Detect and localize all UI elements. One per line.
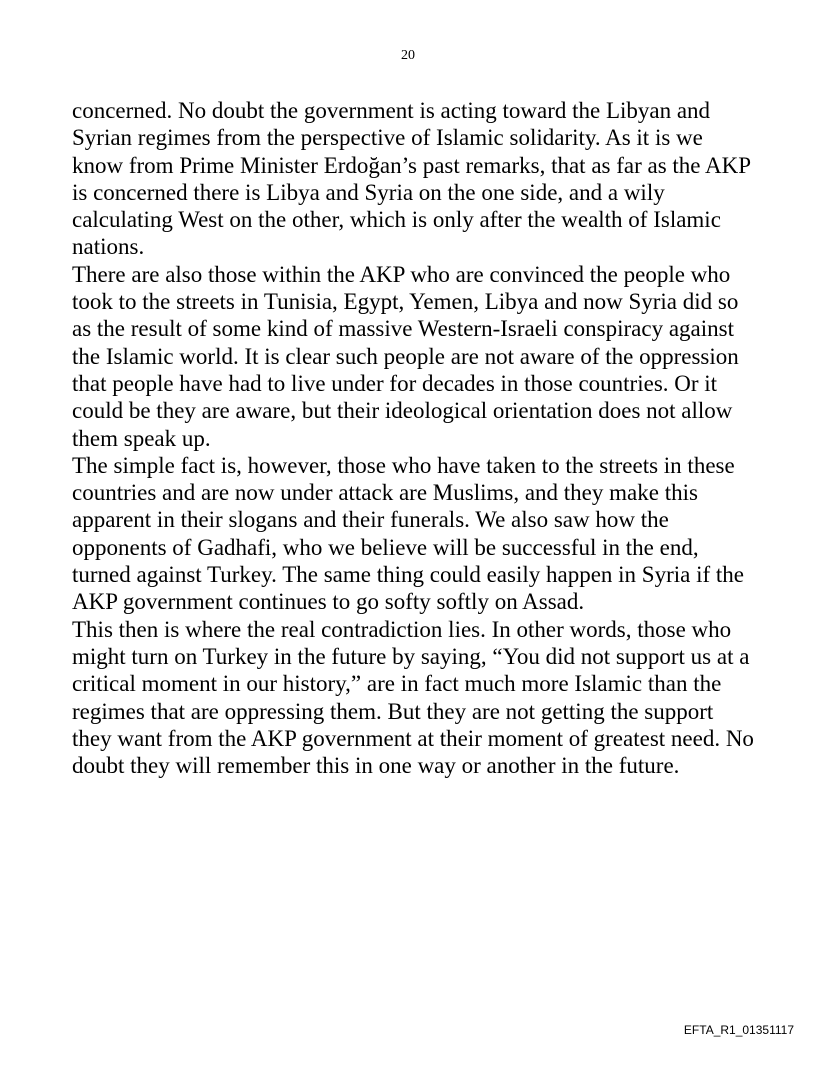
document-id: EFTA_R1_01351117	[683, 1023, 794, 1037]
paragraph: The simple fact is, however, those who have taken to the streets in these countries and are now under attack are Muslims, and they make this apparent in their slogans and their funerals. We also saw how the opponents of Gadhafi, who we believe will be successful in the end, turned against Turkey. The same thing could easily happen in Syria if the AKP government continues to go softy softly on Assad.	[72, 452, 744, 615]
paragraph: There are also those within the AKP who are convinced the people who took to the streets in Tunisia, Egypt, Yemen, Libya and now Syria did so as the result of some kind of massive Western-Israeli conspiracy against the Islamic world. It is clear such people are not aware of the oppression that people have had to live under for decades in those countries. Or it could be they are aware, but their ideological orientation does not allow them speak up.	[72, 261, 739, 451]
document-body	[72, 97, 756, 779]
paragraph: This then is where the real contradiction lies. In other words, those who might turn on Turkey in the future by saying, “You did not support us at a critical moment in our history,” are in fact much more Islamic than the regimes that are oppressing them. But they are not getting the support they want from the AKP government at their moment of greatest need. No doubt they will remember this in one way or another in the future.	[72, 616, 754, 779]
page-number: 20	[401, 48, 415, 63]
paragraph: concerned. No doubt the government is acting toward the Libyan and Syrian regimes from the perspective of Islamic solidarity. As it is we know from Prime Minister Erdoğan’s past remarks, that as far as the AKP is concerned there is Libya and Syria on the one side, and a wily calculating West on the other, which is only after the wealth of Islamic nations.	[72, 98, 751, 260]
